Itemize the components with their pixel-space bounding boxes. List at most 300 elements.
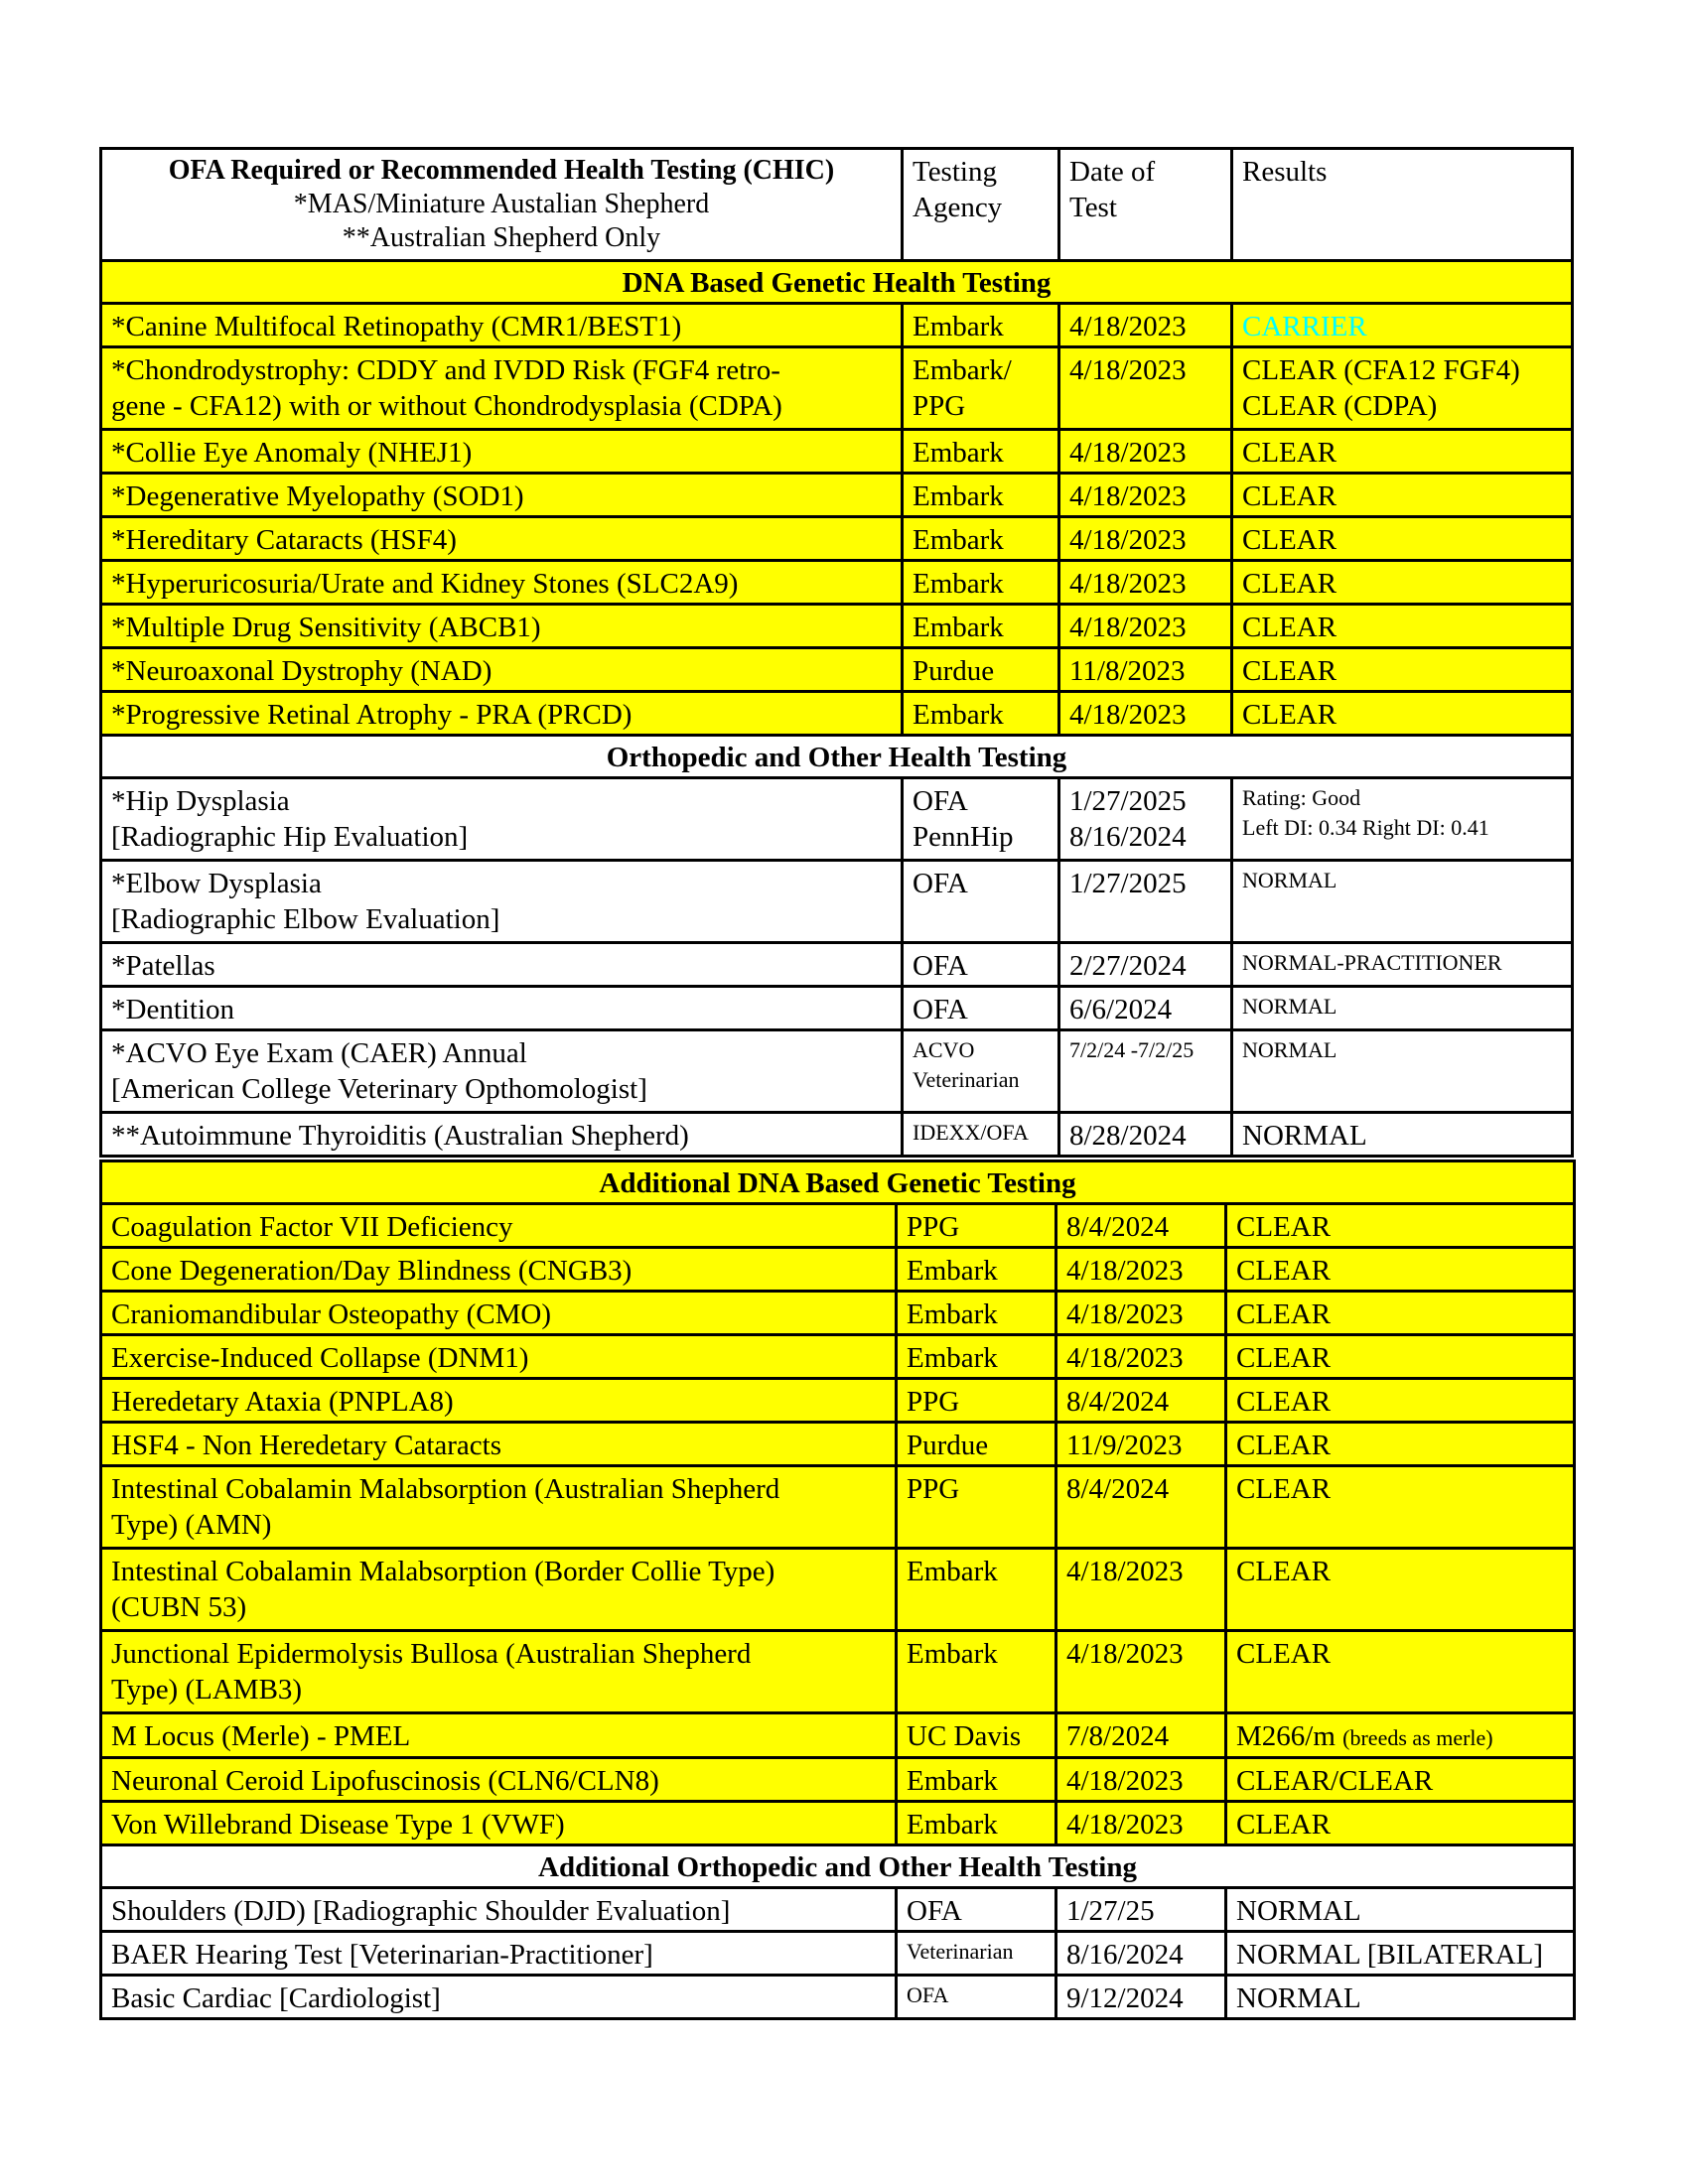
- agency-line: PPG: [913, 390, 966, 422]
- test-name-cell: [101, 692, 903, 736]
- header-agency-line: Agency: [913, 192, 1003, 223]
- result-cell: [1226, 1976, 1575, 2019]
- table-subtitle-mas: *MAS/Miniature Austalian Shepherd: [293, 189, 710, 219]
- date-cell: [1059, 304, 1232, 347]
- agency-line: PennHip: [913, 821, 1014, 853]
- agency-cell: [903, 304, 1059, 347]
- agency-cell: [903, 987, 1059, 1030]
- result-line: CLEAR (CDPA): [1242, 390, 1438, 422]
- result-cell: [1226, 1631, 1575, 1713]
- table-row: [101, 474, 1573, 517]
- result-cell: [1232, 648, 1573, 692]
- date-line: 6/6/2024: [1069, 994, 1173, 1025]
- test-name-cell: [101, 987, 903, 1030]
- table-title: OFA Required or Recommended Health Testing (CHIC): [168, 155, 835, 186]
- test-name-cell: [101, 861, 903, 943]
- agency-line: OFA: [907, 1982, 949, 2007]
- test-name-cell: [101, 1758, 897, 1802]
- test-name-line: Intestinal Cobalamin Malabsorption (Australian Shepherd: [111, 1473, 780, 1505]
- test-name-line: [Radiographic Hip Evaluation]: [111, 821, 469, 853]
- test-name-cell: [101, 1802, 897, 1845]
- test-name-cell: [101, 517, 903, 561]
- result-line: Left DI: 0.34 Right DI: 0.41: [1242, 815, 1489, 840]
- test-name-line: [American College Veterinary Opthomologist]: [111, 1073, 647, 1105]
- result-cell: [1226, 1802, 1575, 1845]
- test-name-line: Exercise-Induced Collapse (DNM1): [111, 1342, 529, 1374]
- date-line: 4/18/2023: [1066, 1255, 1184, 1287]
- date-cell: [1056, 1292, 1226, 1335]
- result-cell: [1232, 517, 1573, 561]
- table-row: [101, 692, 1573, 736]
- date-line: 8/16/2024: [1066, 1939, 1184, 1971]
- result-line: CLEAR: [1236, 1255, 1332, 1287]
- table-row: [101, 347, 1573, 430]
- agency-line: Embark: [907, 1342, 998, 1374]
- test-name-line: Von Willebrand Disease Type 1 (VWF): [111, 1809, 565, 1841]
- test-name-cell: [101, 1379, 897, 1423]
- agency-line: PPG: [907, 1211, 960, 1243]
- section-header-row: [101, 1161, 1575, 1204]
- agency-line: Embark: [913, 699, 1004, 731]
- result-cell: [1226, 1466, 1575, 1549]
- agency-cell: [903, 943, 1059, 987]
- agency-cell: [897, 1292, 1056, 1335]
- test-name-cell: [101, 943, 903, 987]
- header-row: [101, 149, 1573, 261]
- test-name-line: [Radiographic Elbow Evaluation]: [111, 903, 500, 935]
- result-line: CLEAR: [1236, 1809, 1332, 1841]
- test-name-cell: [101, 1549, 897, 1631]
- section-title: Orthopedic and Other Health Testing: [101, 736, 1573, 778]
- table-row: [101, 1335, 1575, 1379]
- table-subtitle-aussie: **Australian Shepherd Only: [342, 222, 661, 253]
- date-line: 8/4/2024: [1066, 1211, 1170, 1243]
- date-line: 4/18/2023: [1069, 699, 1187, 731]
- date-cell: [1056, 1423, 1226, 1466]
- test-name-cell: [101, 304, 903, 347]
- result-cell: [1226, 1932, 1575, 1976]
- result-cell: [1226, 1758, 1575, 1802]
- test-name-cell: [101, 1932, 897, 1976]
- result-line: CLEAR: [1242, 437, 1337, 469]
- table-row: [101, 1466, 1575, 1549]
- date-cell: [1059, 987, 1232, 1030]
- test-name-cell: [101, 1248, 897, 1292]
- date-line: 8/4/2024: [1066, 1386, 1170, 1418]
- table-row: [101, 1976, 1575, 2019]
- test-name-line: Cone Degeneration/Day Blindness (CNGB3): [111, 1255, 633, 1287]
- agency-cell: [897, 1802, 1056, 1845]
- date-cell: [1059, 517, 1232, 561]
- carrier-status: CARRIER: [1242, 311, 1367, 342]
- date-cell: [1056, 1335, 1226, 1379]
- date-cell: [1056, 1248, 1226, 1292]
- result-line: CLEAR: [1242, 655, 1337, 687]
- date-line: 4/18/2023: [1069, 437, 1187, 469]
- date-cell: [1056, 1758, 1226, 1802]
- date-line: 7/8/2024: [1066, 1720, 1170, 1752]
- table-row: [101, 1758, 1575, 1802]
- agency-cell: [897, 1466, 1056, 1549]
- result-cell: [1232, 692, 1573, 736]
- agency-cell: [903, 778, 1059, 861]
- agency-cell: [903, 605, 1059, 648]
- agency-line: Embark: [913, 311, 1004, 342]
- agency-line: UC Davis: [907, 1720, 1022, 1752]
- test-name-cell: [101, 1888, 897, 1932]
- test-name-line: Heredetary Ataxia (PNPLA8): [111, 1386, 454, 1418]
- test-name-line: *Patellas: [111, 950, 215, 982]
- date-cell: [1056, 1802, 1226, 1845]
- result-line: CLEAR: [1236, 1342, 1332, 1374]
- header-title-cell: [101, 149, 903, 261]
- agency-line: OFA: [913, 785, 968, 817]
- test-name-line: HSF4 - Non Heredetary Cataracts: [111, 1430, 501, 1461]
- result-cell: [1232, 561, 1573, 605]
- test-name-line: Craniomandibular Osteopathy (CMO): [111, 1298, 551, 1330]
- agency-line: Embark: [907, 1638, 998, 1670]
- result-line: CLEAR/CLEAR: [1236, 1765, 1434, 1797]
- test-name-cell: [101, 1631, 897, 1713]
- agency-cell: [897, 1204, 1056, 1248]
- test-name-line: (CUBN 53): [111, 1591, 247, 1623]
- test-name-cell: [101, 1713, 897, 1758]
- test-name-cell: [101, 778, 903, 861]
- result-cell: [1232, 605, 1573, 648]
- test-name-line: *Neuroaxonal Dystrophy (NAD): [111, 655, 492, 687]
- date-line: 4/18/2023: [1066, 1342, 1184, 1374]
- agency-cell: [897, 1423, 1056, 1466]
- result-cell: [1226, 1248, 1575, 1292]
- result-cell: [1232, 861, 1573, 943]
- agency-cell: [903, 474, 1059, 517]
- table-row: [101, 1802, 1575, 1845]
- date-cell: [1059, 605, 1232, 648]
- test-name-line: **Autoimmune Thyroiditis (Australian Shepherd): [111, 1120, 689, 1152]
- table-row: [101, 1113, 1573, 1157]
- agency-line: Embark: [913, 612, 1004, 643]
- test-name-cell: [101, 1113, 903, 1157]
- result-cell: [1226, 1204, 1575, 1248]
- date-cell: [1056, 1631, 1226, 1713]
- agency-cell: [897, 1248, 1056, 1292]
- date-cell: [1059, 648, 1232, 692]
- date-line: 4/18/2023: [1069, 480, 1187, 512]
- table-row: [101, 1423, 1575, 1466]
- date-line: 4/18/2023: [1069, 524, 1187, 556]
- result-cell: [1226, 1423, 1575, 1466]
- test-name-line: *Progressive Retinal Atrophy - PRA (PRCD): [111, 699, 633, 731]
- result-cell: [1232, 474, 1573, 517]
- agency-line: ACVO: [913, 1037, 975, 1062]
- result-line: CLEAR: [1236, 1473, 1332, 1505]
- agency-cell: [903, 561, 1059, 605]
- agency-line: Embark: [907, 1255, 998, 1287]
- result-cell: [1232, 430, 1573, 474]
- table-row: [101, 648, 1573, 692]
- agency-cell: [897, 1758, 1056, 1802]
- agency-line: OFA: [913, 950, 968, 982]
- table-row: [101, 1030, 1573, 1113]
- agency-cell: [897, 1631, 1056, 1713]
- agency-line: Embark: [913, 480, 1004, 512]
- result-cell: [1232, 347, 1573, 430]
- result-cell: [1232, 1113, 1573, 1157]
- table-row: [101, 430, 1573, 474]
- result-line: NORMAL: [1236, 1982, 1361, 2014]
- agency-line: Purdue: [913, 655, 995, 687]
- date-cell: [1059, 347, 1232, 430]
- date-cell: [1059, 430, 1232, 474]
- section-title: DNA Based Genetic Health Testing: [101, 261, 1573, 304]
- result-line: Rating: Good: [1242, 785, 1361, 810]
- agency-line: Embark: [913, 524, 1004, 556]
- result-cell: [1226, 1379, 1575, 1423]
- result-cell: [1232, 1030, 1573, 1113]
- date-cell: [1056, 1888, 1226, 1932]
- agency-line: OFA: [907, 1895, 962, 1927]
- section-header-row: [101, 736, 1573, 778]
- date-cell: [1059, 474, 1232, 517]
- date-line: 4/18/2023: [1066, 1809, 1184, 1841]
- agency-cell: [903, 861, 1059, 943]
- result-line: [1236, 1718, 1564, 1756]
- date-line: 8/28/2024: [1069, 1120, 1187, 1152]
- table-row: [101, 1932, 1575, 1976]
- result-line: CLEAR (CFA12 FGF4): [1242, 354, 1520, 386]
- date-line: 1/27/2025: [1069, 868, 1187, 899]
- result-line: CLEAR: [1242, 699, 1337, 731]
- agency-cell: [897, 1713, 1056, 1758]
- test-name-line: *Chondrodystrophy: CDDY and IVDD Risk (FGF4 retro-: [111, 354, 780, 386]
- result-cell: [1226, 1292, 1575, 1335]
- result-line: NORMAL-PRACTITIONER: [1242, 950, 1502, 975]
- table-row: [101, 1549, 1575, 1631]
- result-line: CLEAR: [1236, 1211, 1332, 1243]
- result-value: M266/m: [1236, 1720, 1336, 1752]
- test-name-cell: [101, 1292, 897, 1335]
- date-line: 4/18/2023: [1069, 612, 1187, 643]
- result-line: NORMAL: [1242, 994, 1337, 1019]
- table-row: [101, 605, 1573, 648]
- test-name-line: *Dentition: [111, 994, 235, 1025]
- table-row: [101, 561, 1573, 605]
- section-title: Additional DNA Based Genetic Testing: [101, 1161, 1575, 1204]
- agency-line: Embark: [907, 1765, 998, 1797]
- test-name-cell: [101, 1030, 903, 1113]
- result-cell: [1226, 1713, 1575, 1758]
- agency-line: PPG: [907, 1473, 960, 1505]
- test-name-cell: [101, 1423, 897, 1466]
- result-line: NORMAL: [1236, 1895, 1361, 1927]
- agency-cell: [897, 1379, 1056, 1423]
- table-row: [101, 1631, 1575, 1713]
- result-line: CLEAR: [1242, 480, 1337, 512]
- header-date: [1059, 149, 1232, 261]
- result-cell: [1232, 778, 1573, 861]
- date-line: 8/16/2024: [1069, 821, 1187, 853]
- date-line: 7/2/24 -7/2/25: [1069, 1037, 1195, 1062]
- table-row: [101, 1379, 1575, 1423]
- date-cell: [1056, 1549, 1226, 1631]
- date-cell: [1059, 861, 1232, 943]
- date-line: 4/18/2023: [1066, 1638, 1184, 1670]
- test-name-cell: [101, 430, 903, 474]
- document-page: [99, 147, 1573, 2020]
- agency-cell: [897, 1976, 1056, 2019]
- result-cell: [1226, 1335, 1575, 1379]
- test-name-cell: [101, 347, 903, 430]
- test-name-line: *ACVO Eye Exam (CAER) Annual: [111, 1037, 527, 1069]
- agency-cell: [903, 517, 1059, 561]
- agency-line: PPG: [907, 1386, 960, 1418]
- result-line: CLEAR: [1236, 1556, 1332, 1587]
- date-cell: [1059, 943, 1232, 987]
- agency-line: OFA: [913, 994, 968, 1025]
- test-name-cell: [101, 1976, 897, 2019]
- date-line: 1/27/2025: [1069, 785, 1187, 817]
- test-name-line: M Locus (Merle) - PMEL: [111, 1720, 411, 1752]
- header-agency: [903, 149, 1059, 261]
- result-cell: [1226, 1549, 1575, 1631]
- date-line: 11/9/2023: [1066, 1430, 1183, 1461]
- result-line: NORMAL: [1242, 868, 1337, 892]
- test-name-line: *Hyperuricosuria/Urate and Kidney Stones (SLC2A9): [111, 568, 739, 600]
- date-line: 4/18/2023: [1066, 1765, 1184, 1797]
- test-name-line: *Elbow Dysplasia: [111, 868, 322, 899]
- test-name-line: *Collie Eye Anomaly (NHEJ1): [111, 437, 473, 469]
- table-row: [101, 861, 1573, 943]
- test-name-line: Neuronal Ceroid Lipofuscinosis (CLN6/CLN8): [111, 1765, 659, 1797]
- header-date-line: Test: [1069, 192, 1117, 223]
- result-line: NORMAL [BILATERAL]: [1236, 1939, 1544, 1971]
- table-row: [101, 304, 1573, 347]
- test-name-line: Type) (AMN): [111, 1509, 272, 1541]
- result-line: CLEAR: [1236, 1430, 1332, 1461]
- test-name-cell: [101, 561, 903, 605]
- result-line: CLEAR: [1242, 612, 1337, 643]
- result-line: CLEAR: [1236, 1386, 1332, 1418]
- table-row: [101, 1292, 1575, 1335]
- agency-cell: [903, 1030, 1059, 1113]
- date-cell: [1056, 1466, 1226, 1549]
- agency-cell: [897, 1549, 1056, 1631]
- test-name-line: Shoulders (DJD) [Radiographic Shoulder Evaluation]: [111, 1895, 731, 1927]
- agency-cell: [903, 430, 1059, 474]
- health-testing-table-main: [99, 147, 1574, 1158]
- test-name-line: gene - CFA12) with or without Chondrodysplasia (CDPA): [111, 390, 782, 422]
- table-row: [101, 1713, 1575, 1758]
- date-line: 4/18/2023: [1066, 1556, 1184, 1587]
- date-line: 1/27/25: [1066, 1895, 1155, 1927]
- test-name-line: Basic Cardiac [Cardiologist]: [111, 1982, 441, 2014]
- table-row: [101, 517, 1573, 561]
- date-cell: [1056, 1204, 1226, 1248]
- date-cell: [1059, 1113, 1232, 1157]
- agency-line: Embark: [913, 437, 1004, 469]
- test-name-line: Junctional Epidermolysis Bullosa (Australian Shepherd: [111, 1638, 752, 1670]
- test-name-cell: [101, 1335, 897, 1379]
- test-name-line: BAER Hearing Test [Veterinarian-Practitioner]: [111, 1939, 653, 1971]
- date-line: 9/12/2024: [1066, 1982, 1184, 2014]
- date-cell: [1056, 1713, 1226, 1758]
- agency-line: Veterinarian: [913, 1067, 1020, 1092]
- agency-cell: [903, 1113, 1059, 1157]
- agency-line: Embark: [907, 1556, 998, 1587]
- agency-line: Embark: [907, 1809, 998, 1841]
- agency-cell: [903, 692, 1059, 736]
- result-line: NORMAL: [1242, 1037, 1337, 1062]
- agency-line: Purdue: [907, 1430, 989, 1461]
- table-row: [101, 1888, 1575, 1932]
- agency-line: Embark: [907, 1298, 998, 1330]
- date-cell: [1056, 1379, 1226, 1423]
- table-row: [101, 1204, 1575, 1248]
- test-name-line: *Hereditary Cataracts (HSF4): [111, 524, 457, 556]
- section-header-row: [101, 261, 1573, 304]
- date-cell: [1059, 778, 1232, 861]
- date-cell: [1056, 1976, 1226, 2019]
- test-name-cell: [101, 1204, 897, 1248]
- result-cell: [1232, 987, 1573, 1030]
- test-name-line: Coagulation Factor VII Deficiency: [111, 1211, 513, 1243]
- test-name-cell: [101, 648, 903, 692]
- header-results: Results: [1232, 149, 1573, 261]
- agency-line: Embark/: [913, 354, 1012, 386]
- agency-line: Embark: [913, 568, 1004, 600]
- agency-cell: [897, 1932, 1056, 1976]
- date-line: 2/27/2024: [1069, 950, 1187, 982]
- result-line: CLEAR: [1236, 1298, 1332, 1330]
- date-cell: [1059, 1030, 1232, 1113]
- test-name-cell: [101, 474, 903, 517]
- result-note: (breeds as merle): [1342, 1725, 1493, 1750]
- test-name-cell: [101, 1466, 897, 1549]
- date-line: 4/18/2023: [1069, 568, 1187, 600]
- test-name-line: *Canine Multifocal Retinopathy (CMR1/BEST1): [111, 311, 682, 342]
- agency-line: OFA: [913, 868, 968, 899]
- date-line: 8/4/2024: [1066, 1473, 1170, 1505]
- date-line: 4/18/2023: [1069, 354, 1187, 386]
- date-line: 4/18/2023: [1069, 311, 1187, 342]
- test-name-line: Intestinal Cobalamin Malabsorption (Border Collie Type): [111, 1556, 775, 1587]
- header-date-line: Date of: [1069, 156, 1156, 188]
- date-cell: [1059, 561, 1232, 605]
- result-line: CLEAR: [1242, 568, 1337, 600]
- result-cell: [1232, 304, 1573, 347]
- result-cell: [1232, 943, 1573, 987]
- test-name-cell: [101, 605, 903, 648]
- date-cell: [1059, 692, 1232, 736]
- result-cell: [1226, 1888, 1575, 1932]
- table-row: [101, 778, 1573, 861]
- section-header-row: [101, 1845, 1575, 1888]
- health-testing-table-additional: [99, 1160, 1576, 2020]
- table-row: [101, 1248, 1575, 1292]
- test-name-line: *Multiple Drug Sensitivity (ABCB1): [111, 612, 541, 643]
- date-line: 4/18/2023: [1066, 1298, 1184, 1330]
- agency-cell: [897, 1888, 1056, 1932]
- section-title: Additional Orthopedic and Other Health Testing: [101, 1845, 1575, 1888]
- agency-cell: [897, 1335, 1056, 1379]
- result-line: CLEAR: [1242, 524, 1337, 556]
- result-line: NORMAL: [1242, 1120, 1367, 1152]
- test-name-line: *Degenerative Myelopathy (SOD1): [111, 480, 524, 512]
- test-name-line: Type) (LAMB3): [111, 1674, 303, 1706]
- agency-cell: [903, 347, 1059, 430]
- date-cell: [1056, 1932, 1226, 1976]
- agency-line: Veterinarian: [907, 1939, 1014, 1964]
